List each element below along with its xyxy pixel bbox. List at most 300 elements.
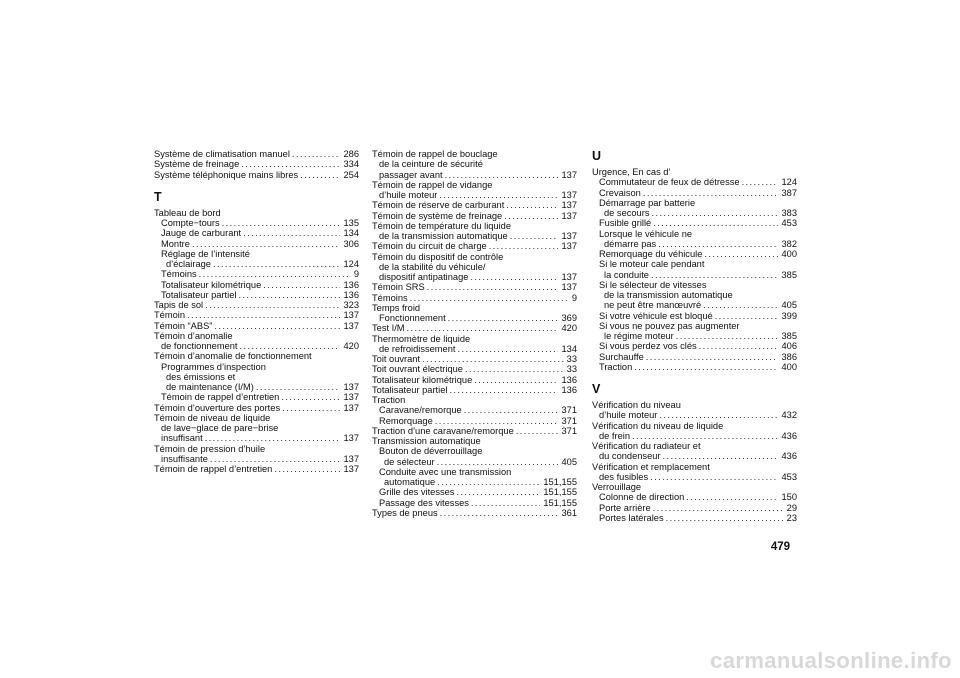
dot-leader: [457, 344, 558, 354]
entry-page: 453: [781, 471, 797, 482]
dot-leader: [243, 228, 340, 238]
entry-page: 286: [343, 149, 359, 159]
index-entry: [154, 321, 359, 331]
index-entry: [372, 221, 577, 231]
entry-page: 134: [343, 228, 359, 239]
dot-leader: [632, 431, 778, 441]
entry-page: 124: [343, 259, 359, 269]
entry-term: Témoin de rappel d’entretien: [154, 464, 273, 474]
entry-term: Toit ouvrant: [372, 354, 421, 364]
entry-page: 137: [561, 200, 577, 211]
dot-leader: [192, 239, 341, 249]
index-entry: [592, 188, 797, 198]
index-entry: [154, 218, 359, 228]
index-entry: [154, 382, 359, 392]
entry-term: ne peut être manœuvré: [604, 300, 702, 311]
entry-term: dispositif antipatinage: [379, 272, 469, 282]
entry-page: 137: [343, 310, 359, 321]
index-entry: [372, 416, 577, 426]
index-entry: [372, 457, 577, 467]
entry-term: Témoin d’ouverture des portes: [154, 402, 281, 413]
dot-leader: [699, 341, 779, 351]
entry-term: Crevaison: [599, 187, 641, 198]
entry-page: 137: [561, 282, 577, 293]
index-entry: [592, 259, 797, 269]
entry-page: 137: [561, 272, 577, 282]
entry-page: 371: [561, 415, 577, 426]
index-entry: [592, 239, 797, 249]
index-entry: [154, 392, 359, 402]
entry-term: de frein: [599, 430, 631, 441]
entry-term: Test I/M: [372, 323, 405, 334]
dot-leader: [422, 354, 564, 364]
entry-term: Si vous perdez vos clés: [599, 341, 697, 352]
index-entry: [372, 405, 577, 415]
index-entry: [592, 513, 797, 523]
index-entry: [372, 323, 577, 333]
index-entry: [154, 403, 359, 413]
index-entry: [592, 229, 797, 239]
entry-term: Si le sélecteur de vitesses: [599, 279, 707, 290]
index-entry: [154, 413, 359, 423]
entry-term: des fusibles: [599, 471, 649, 482]
entry-term: Montre: [161, 238, 190, 249]
entry-term: Démarrage par batterie: [599, 197, 696, 208]
index-entry: [154, 372, 359, 382]
entry-term: Témoin SRS: [372, 282, 425, 293]
section-letter: V: [592, 382, 601, 396]
index-entry: [592, 290, 797, 300]
entry-page: 361: [561, 507, 577, 518]
dot-leader: [470, 272, 558, 282]
dot-leader: [263, 280, 340, 290]
index-entry: [154, 444, 359, 454]
index-entry: [592, 410, 797, 420]
entry-term: Totalisateur partiel: [372, 384, 448, 395]
dot-leader: [281, 392, 340, 402]
entry-term: Fonctionnement: [379, 313, 446, 323]
dot-leader: [300, 170, 340, 180]
dot-leader: [427, 282, 559, 292]
dot-leader: [205, 300, 340, 310]
section-letter: U: [592, 149, 602, 163]
dot-leader: [437, 457, 559, 467]
entry-term: Système de freinage: [154, 159, 240, 170]
index-entry: [592, 341, 797, 351]
index-entry: [154, 239, 359, 249]
index-entry: [592, 492, 797, 502]
entry-term: Témoin de niveau de liquide: [154, 412, 271, 423]
dot-leader: [715, 311, 779, 321]
entry-term: Témoin “ABS”: [154, 320, 213, 331]
entry-term: de fonctionnement: [161, 341, 238, 351]
entry-term: Compte−tours: [161, 218, 220, 228]
entry-page: 137: [561, 241, 577, 252]
entry-page: 136: [343, 289, 359, 300]
index-entry: [154, 259, 359, 269]
dot-leader: [292, 149, 341, 159]
watermark: carmanualsonline.info: [710, 648, 952, 673]
entry-page: 387: [781, 187, 797, 198]
entry-page: 369: [561, 313, 577, 323]
entry-page: 406: [781, 341, 797, 352]
dot-leader: [506, 200, 558, 210]
index-entry: [154, 310, 359, 320]
index-entry: [154, 331, 359, 341]
entry-term: de la stabilité du véhicule/: [379, 261, 486, 272]
index-entry: [154, 464, 359, 474]
dot-leader: [742, 177, 779, 187]
index-entry: [372, 211, 577, 221]
dot-leader: [445, 170, 559, 180]
entry-term: Vérification du niveau: [592, 400, 681, 410]
dot-leader: [256, 382, 341, 392]
entry-term: de secours: [604, 208, 650, 218]
entry-page: 151,155: [543, 497, 577, 508]
entry-page: 137: [561, 231, 577, 241]
index-entry: [372, 498, 577, 508]
index-entry: [372, 446, 577, 456]
index-entry: [592, 177, 797, 187]
index-entry: [372, 334, 577, 344]
dot-leader: [643, 188, 779, 198]
entry-page: 151,155: [543, 487, 577, 498]
entry-term: d’éclairage: [166, 259, 211, 269]
dot-leader: [659, 410, 778, 420]
entry-page: 137: [343, 433, 359, 444]
entry-term: la conduite: [604, 269, 649, 280]
dot-leader: [634, 362, 778, 372]
index-entry: [154, 149, 359, 159]
entry-term: Surchauffe: [599, 351, 644, 362]
index-entry: [592, 462, 797, 472]
entry-term: Fusible grillé: [599, 218, 652, 229]
dot-leader: [210, 454, 341, 464]
entry-term: Jauge de carburant: [161, 228, 242, 239]
entry-term: Témoin: [154, 310, 186, 321]
entry-page: 137: [561, 169, 577, 180]
entry-term: Toit ouvrant électrique: [372, 364, 463, 375]
index-entry: [154, 249, 359, 259]
entry-term: Témoin d’anomalie: [154, 330, 233, 341]
entry-term: Transmission automatique: [372, 436, 481, 446]
index-entry: [592, 421, 797, 431]
entry-page: 399: [781, 310, 797, 321]
dot-leader: [440, 508, 559, 518]
index-entry: [372, 375, 577, 385]
index-entry: [372, 170, 577, 180]
dot-leader: [439, 190, 558, 200]
entry-term: Programmes d’inspection: [161, 361, 266, 372]
entry-page: 151,155: [543, 477, 577, 487]
dot-leader: [241, 159, 340, 169]
entry-page: 137: [343, 453, 359, 464]
entry-term: Temps froid: [372, 302, 421, 313]
index-entry: [372, 293, 577, 303]
entry-term: Témoin de réserve de carburant: [372, 200, 505, 211]
index-entry: [592, 270, 797, 280]
dot-leader: [651, 270, 779, 280]
entry-page: 386: [781, 351, 797, 362]
entry-term: de sélecteur: [384, 456, 435, 467]
index-entry: [372, 344, 577, 354]
entry-page: 420: [561, 323, 577, 334]
entry-term: de la ceinture de sécurité: [379, 159, 483, 170]
index-column-3: [592, 149, 797, 523]
index-entry: [592, 503, 797, 513]
index-entry: [154, 269, 359, 279]
entry-page: 385: [781, 331, 797, 341]
dot-leader: [240, 341, 341, 351]
index-entry: [154, 423, 359, 433]
index-entry: [372, 364, 577, 374]
dot-leader: [666, 513, 784, 523]
entry-page: 420: [343, 341, 359, 351]
entry-page: 9: [353, 269, 359, 280]
entry-term: Traction: [372, 395, 406, 405]
entry-term: Témoins: [372, 292, 408, 303]
entry-page: 400: [781, 249, 797, 259]
entry-page: 150: [781, 492, 797, 503]
entry-term: Colonne de direction: [599, 492, 685, 503]
index-column-1: [154, 149, 359, 474]
entry-term: Système téléphonique mains libres: [154, 169, 299, 180]
entry-term: du condenseur: [599, 451, 661, 462]
entry-page: 136: [343, 279, 359, 290]
index-entry: [592, 472, 797, 482]
index-entry: [372, 200, 577, 210]
entry-term: Vérification du radiateur et: [592, 441, 701, 451]
entry-page: 306: [343, 238, 359, 249]
entry-page: 136: [561, 384, 577, 395]
entry-term: le régime moteur: [604, 331, 674, 341]
entry-page: 23: [786, 512, 797, 523]
entry-term: Commutateur de feux de détresse: [599, 177, 740, 188]
index-entry: [592, 400, 797, 410]
index-entry: [592, 331, 797, 341]
dot-leader: [435, 416, 559, 426]
dot-leader: [464, 405, 559, 415]
index-entry: [592, 218, 797, 228]
dot-leader: [282, 403, 340, 413]
entry-term: Portes latérales: [599, 512, 664, 523]
index-entry: [592, 311, 797, 321]
entry-term: Témoin de système de freinage: [372, 210, 503, 221]
entry-term: d’huile moteur: [599, 410, 658, 421]
entry-page: 405: [561, 456, 577, 467]
entry-page: 371: [561, 425, 577, 436]
entry-term: insuffisante: [161, 453, 208, 464]
index-entry: [372, 436, 577, 446]
entry-page: 137: [343, 320, 359, 331]
index-entry: [154, 228, 359, 238]
entry-term: Verrouillage: [592, 482, 642, 492]
dot-leader: [510, 231, 559, 241]
entry-term: des émissions et: [166, 371, 236, 382]
index-entry: [154, 362, 359, 372]
entry-page: 383: [781, 208, 797, 218]
entry-term: Remorquage du véhicule: [599, 249, 703, 259]
index-entry: [154, 454, 359, 464]
index-entry: [372, 313, 577, 323]
entry-term: Thermomètre de liquide: [372, 333, 471, 344]
index-entry: [592, 441, 797, 451]
entry-term: Bouton de déverrouillage: [379, 446, 483, 457]
index-entry: [154, 208, 359, 218]
entry-term: Caravane/remorque: [379, 405, 462, 416]
entry-term: passager avant: [379, 169, 443, 180]
dot-leader: [658, 239, 778, 249]
entry-page: 432: [781, 410, 797, 421]
entry-term: insuffisant: [161, 433, 203, 444]
index-entry: [372, 477, 577, 487]
index-entry: [372, 508, 577, 518]
index-entry: [372, 282, 577, 292]
dot-leader: [238, 290, 340, 300]
index-entry: [372, 487, 577, 497]
entry-page: 371: [561, 405, 577, 416]
entry-page: 137: [561, 210, 577, 221]
index-entry: [372, 190, 577, 200]
entry-term: automatique: [384, 477, 436, 487]
entry-term: Témoin d’anomalie de fonctionnement: [154, 351, 312, 362]
dot-leader: [703, 300, 778, 310]
dot-leader: [214, 321, 340, 331]
entry-page: 323: [343, 300, 359, 310]
entry-term: Réglage de l’intensité: [161, 248, 250, 259]
entry-term: de la transmission automatique: [604, 290, 733, 300]
entry-term: Si le moteur cale pendant: [599, 259, 705, 270]
dot-leader: [199, 269, 351, 279]
dot-leader: [650, 472, 778, 482]
index-entry: [372, 467, 577, 477]
dot-leader: [653, 218, 778, 228]
entry-term: Urgence, En cas d’: [592, 167, 671, 177]
entry-term: Totalisateur partiel: [161, 289, 237, 300]
dot-leader: [474, 375, 558, 385]
entry-page: 436: [781, 430, 797, 441]
entry-term: Témoin de température du liquide: [372, 220, 512, 231]
entry-term: Vérification du niveau de liquide: [592, 420, 724, 431]
entry-term: Traction d’une caravane/remorque: [372, 425, 514, 436]
entry-term: de lave−glace de pare−brise: [161, 423, 279, 433]
entry-term: de la transmission automatique: [379, 231, 508, 241]
entry-page: 382: [781, 238, 797, 249]
entry-term: Types de pneus: [372, 507, 438, 518]
index-entry: [372, 272, 577, 282]
entry-term: Totalisateur kilométrique: [161, 279, 262, 290]
entry-term: Témoin de rappel de bouclage: [372, 149, 498, 159]
entry-term: Témoin de pression d’huile: [154, 443, 266, 454]
index-entry: [592, 167, 797, 177]
entry-page: 436: [781, 451, 797, 462]
entry-page: 137: [343, 402, 359, 413]
index-entry: [372, 354, 577, 364]
entry-page: 385: [781, 269, 797, 280]
dot-leader: [222, 218, 341, 228]
entry-term: Conduite avec une transmission: [379, 466, 512, 477]
entry-term: Si votre véhicule est bloqué: [599, 310, 713, 321]
dot-leader: [646, 352, 779, 362]
entry-page: 254: [343, 169, 359, 180]
index-entry: [372, 385, 577, 395]
index-entry: [592, 198, 797, 208]
entry-page: 137: [343, 392, 359, 403]
entry-page: 29: [786, 502, 797, 513]
entry-term: d’huile moteur: [379, 190, 438, 200]
index-entry: [154, 280, 359, 290]
index-entry: [592, 451, 797, 461]
index-entry: [592, 280, 797, 290]
entry-term: de refroidissement: [379, 343, 456, 354]
dot-leader: [704, 249, 778, 259]
entry-term: de maintenance (I/M): [166, 382, 254, 392]
dot-leader: [651, 208, 778, 218]
dot-leader: [489, 241, 559, 251]
entry-page: 400: [781, 361, 797, 372]
entry-term: Passage des vitesses: [379, 497, 469, 508]
entry-term: Porte arrière: [599, 502, 651, 513]
index-entry: [154, 433, 359, 443]
dot-leader: [686, 492, 778, 502]
index-entry: [372, 395, 577, 405]
index-entry: [372, 303, 577, 313]
entry-term: Témoin de rappel d’entretien: [161, 392, 280, 403]
entry-page: 134: [561, 343, 577, 354]
entry-page: 9: [571, 292, 577, 303]
entry-page: 137: [343, 382, 359, 392]
index-entry: [592, 482, 797, 492]
entry-page: 137: [561, 190, 577, 200]
dot-leader: [448, 313, 559, 323]
entry-term: Si vous ne pouvez pas augmenter: [599, 320, 740, 331]
dot-leader: [213, 259, 341, 269]
entry-page: 136: [561, 374, 577, 385]
index-entry: [154, 341, 359, 351]
index-column-2: [372, 149, 577, 518]
index-entry: [154, 300, 359, 310]
index-entry: [372, 159, 577, 169]
index-entry: [372, 231, 577, 241]
entry-term: Totalisateur kilométrique: [372, 374, 473, 385]
section-letter: T: [154, 189, 162, 204]
entry-term: Vérification et remplacement: [592, 461, 710, 472]
dot-leader: [410, 293, 569, 303]
index-entry: [372, 262, 577, 272]
dot-leader: [676, 331, 779, 341]
entry-term: Témoin du circuit de charge: [372, 241, 487, 252]
entry-term: Lorsque le véhicule ne: [599, 228, 693, 239]
index-entry: [372, 252, 577, 262]
entry-term: Témoins: [161, 269, 197, 280]
dot-leader: [653, 503, 784, 513]
index-entry: [592, 249, 797, 259]
entry-page: 405: [781, 300, 797, 311]
entry-term: démarre pas: [604, 238, 657, 249]
index-entry: [154, 290, 359, 300]
dot-leader: [449, 385, 558, 395]
entry-term: Traction: [599, 361, 633, 372]
entry-page: 33: [566, 354, 577, 364]
index-entry: [592, 431, 797, 441]
index-entry: [372, 426, 577, 436]
dot-leader: [437, 477, 540, 487]
index-entry: [154, 159, 359, 169]
index-entry: [154, 351, 359, 361]
entry-term: Remorquage: [379, 415, 433, 426]
entry-page: 124: [781, 177, 797, 188]
index-entry: [372, 149, 577, 159]
